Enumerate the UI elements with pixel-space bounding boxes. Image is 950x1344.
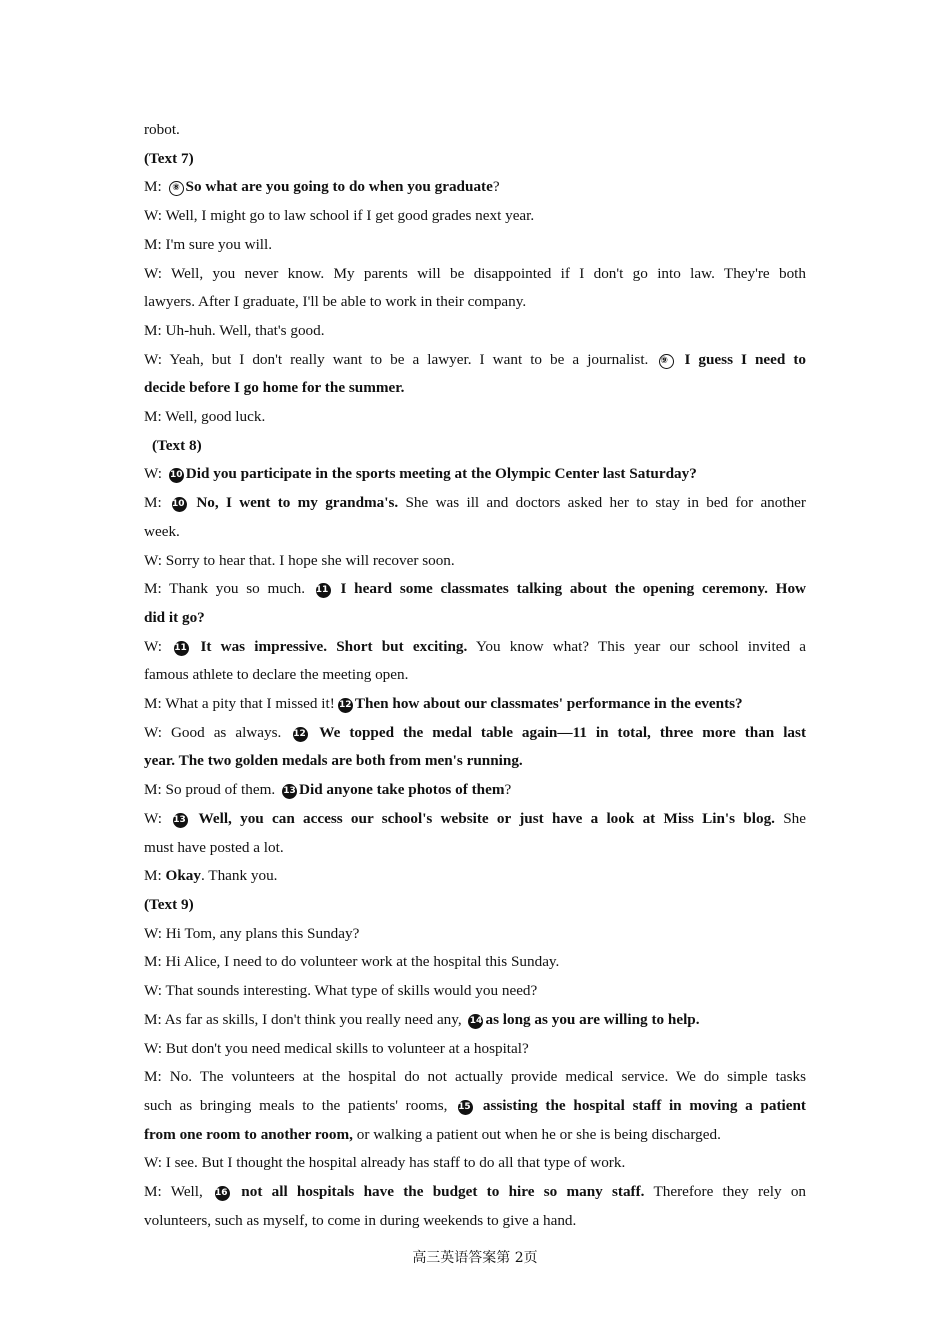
- text-line: such as bringing meals to the patients' rooms, 15 assisting the hospital staff in moving a patient: [144, 1096, 806, 1114]
- question-number-badge: 14: [468, 1014, 483, 1029]
- text-line: W: Well, you never know. My parents will be disappointed if I don't go into law. They're both: [144, 264, 806, 282]
- text-line: W: I see. But I thought the hospital already has staff to do all that type of work.: [144, 1154, 626, 1172]
- question-number-badge: 12: [338, 698, 353, 713]
- section-heading-text-7: (Text 7): [144, 149, 194, 167]
- text-line: M: What a pity that I missed it! 12 Then how about our classmates' performance in the events?: [144, 695, 743, 713]
- text-line: M: 10 No, I went to my grandma's. She was ill and doctors asked her to stay in bed for another: [144, 494, 806, 512]
- text-line: robot.: [144, 121, 180, 138]
- answer-highlight: as long as you are willing to help.: [485, 1010, 700, 1028]
- answer-highlight: Did you participate in the sports meeting at the Olympic Center last Saturday?: [185, 465, 697, 483]
- text-line: M: Well, 16 not all hospitals have the budget to hire so many staff. Therefore they rely on: [144, 1183, 807, 1201]
- page-footer: 高三英语答案第 2页: [412, 1250, 538, 1266]
- question-number-badge: ⑨: [659, 354, 674, 369]
- answer-highlight: I heard some classmates talking about the opening ceremony. How: [340, 580, 807, 598]
- text-line: W: Sorry to hear that. I hope she will recover soon.: [144, 551, 455, 569]
- answer-highlight: Okay: [165, 867, 201, 885]
- answer-highlight: It was impressive. Short but exciting.: [200, 637, 468, 655]
- text-line: W: But don't you need medical skills to volunteer at a hospital?: [144, 1039, 529, 1057]
- text-line: M: Well, good luck.: [144, 408, 266, 426]
- question-number-badge: 10: [172, 497, 187, 512]
- text-line: week.: [144, 522, 180, 540]
- section-heading-text-9: (Text 9): [144, 895, 194, 913]
- answer-highlight: assisting the hospital staff in moving a patient: [482, 1096, 806, 1114]
- question-number-badge: 13: [173, 813, 188, 828]
- text-line: M: Thank you so much. 11 I heard some classmates talking about the opening ceremony. How: [144, 580, 807, 598]
- question-number-badge: 16: [215, 1186, 230, 1201]
- answer-highlight: Well, you can access our school's website or just have a look at Miss Lin's blog.: [198, 809, 775, 827]
- text-line: M: I'm sure you will.: [144, 235, 273, 253]
- question-number-badge: 13: [282, 784, 297, 799]
- text-line: from one room to another room, or walking a patient out when he or she is being discharged.: [144, 1125, 721, 1143]
- text-line: W: That sounds interesting. What type of skills would you need?: [144, 982, 538, 1000]
- answer-highlight: Did anyone take photos of them: [299, 781, 505, 799]
- text-line: W: 11 It was impressive. Short but exciting. You know what? This year our school invited a: [144, 637, 806, 655]
- question-number-badge: 10: [169, 468, 184, 483]
- text-line: famous athlete to declare the meeting open.: [144, 666, 409, 684]
- section-heading-text-8: (Text 8): [152, 436, 202, 454]
- text-line: W: Yeah, but I don't really want to be a lawyer. I want to be a journalist. ⑨ I guess I need to: [144, 350, 807, 368]
- text-line: must have posted a lot.: [144, 838, 284, 856]
- question-number-badge: ⑧: [169, 181, 184, 196]
- text-line: W: Hi Tom, any plans this Sunday?: [144, 924, 360, 942]
- text-line: M: So proud of them. 13 Did anyone take photos of them?: [144, 781, 512, 799]
- question-number-badge: 11: [316, 583, 331, 598]
- text-line: lawyers. After I graduate, I'll be able to work in their company.: [144, 293, 527, 311]
- text-line: M: Okay. Thank you.: [144, 867, 278, 885]
- text-line: W: 13 Well, you can access our school's website or just have a look at Miss Lin's blog. She: [144, 809, 807, 827]
- answer-text: [144, 116, 806, 1235]
- question-number-badge: 15: [458, 1100, 473, 1115]
- text-line: M: ⑧ So what are you going to do when you graduate?: [144, 178, 500, 196]
- answer-highlight: We topped the medal table again—11 in total, three more than last: [319, 723, 806, 741]
- text-line: M: No. The volunteers at the hospital do not actually provide medical service. We do simple tasks: [144, 1068, 806, 1086]
- answer-highlight: from one room to another room,: [144, 1125, 353, 1143]
- text-line: W: 10 Did you participate in the sports meeting at the Olympic Center last Saturday?: [144, 465, 697, 483]
- answer-highlight: No, I went to my grandma's.: [196, 494, 399, 512]
- text-line: volunteers, such as myself, to come in during weekends to give a hand.: [144, 1211, 577, 1229]
- answer-highlight: not all hospitals have the budget to hire so many staff.: [241, 1183, 645, 1201]
- answer-highlight: Then how about our classmates' performance in the events?: [354, 695, 743, 713]
- answer-highlight: So what are you going to do when you graduate: [185, 178, 493, 196]
- text-line: did it go?: [144, 608, 205, 626]
- text-line: W: Well, I might go to law school if I get good grades next year.: [144, 207, 535, 225]
- question-number-badge: 12: [293, 727, 308, 742]
- text-line: M: As far as skills, I don't think you really need any, 14 as long as you are willing to help.: [144, 1010, 700, 1028]
- text-line: W: Good as always. 12 We topped the medal table again—11 in total, three more than last: [144, 723, 806, 741]
- text-line: year. The two golden medals are both from men's running.: [144, 752, 523, 770]
- text-line: decide before I go home for the summer.: [144, 379, 405, 397]
- text-line: M: Hi Alice, I need to do volunteer work at the hospital this Sunday.: [144, 953, 560, 971]
- text-line: M: Uh-huh. Well, that's good.: [144, 321, 325, 339]
- question-number-badge: 11: [174, 641, 189, 656]
- answer-highlight: I guess I need to: [684, 350, 807, 368]
